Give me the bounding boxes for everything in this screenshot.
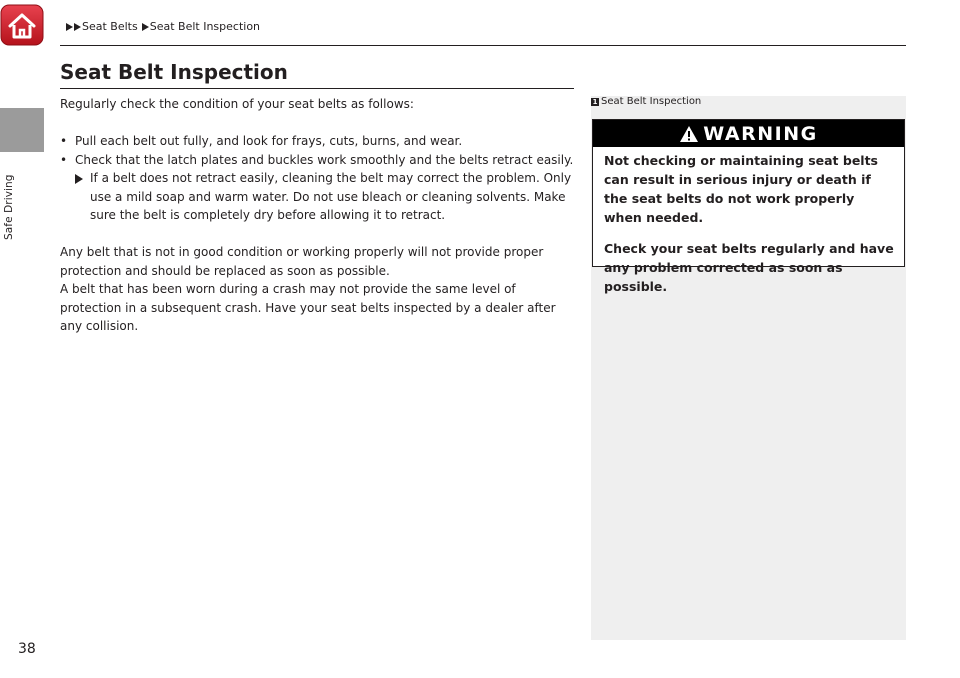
main-content [60, 95, 575, 336]
list-item-text: Check that the latch plates and buckles work smoothly and the belts retract easily. [75, 152, 574, 167]
list-item [60, 132, 575, 151]
page-number: 38 [18, 641, 36, 657]
reference-marker-icon: 1 [592, 97, 598, 106]
breadcrumb-arrow-icon [74, 23, 81, 31]
sub-note [60, 169, 575, 225]
note-arrow-icon [75, 174, 83, 184]
breadcrumb-current-page: Seat Belt Inspection [149, 20, 261, 33]
warning-box [592, 119, 905, 294]
warning-body [593, 147, 904, 296]
sub-note-text: If a belt does not retract easily, cleaning the belt may correct the problem. Only use a mild soap and warm water. Do not use bleach or cleaning solvents. Make sure the belt is completely dry before allowing it to retract. [90, 171, 572, 222]
bullet-icon: • [60, 134, 68, 148]
side-panel-header [591, 96, 701, 107]
bullet-icon: • [60, 152, 68, 167]
title-divider [60, 88, 574, 89]
page-title: Seat Belt Inspection [60, 60, 288, 84]
warning-header [593, 120, 904, 147]
warning-text: Not checking or maintaining seat belts can result in serious injury or death if the seat belts do not work properly when needed. [604, 153, 878, 225]
paragraph: Any belt that is not in good condition or working properly will not provide proper protection and should be replaced as soon as possible. [60, 245, 544, 278]
section-label: Safe Driving [3, 174, 15, 240]
breadcrumb-arrow-icon [142, 23, 149, 31]
section-tab[interactable] [0, 108, 44, 152]
warning-triangle-icon [679, 125, 699, 143]
warning-text: Check your seat belts regularly and have any problem corrected as soon as possible. [604, 241, 894, 294]
home-icon [0, 4, 44, 46]
side-panel-title: Seat Belt Inspection [601, 96, 702, 107]
header-divider [60, 45, 906, 46]
home-button[interactable] [0, 4, 44, 46]
warning-label: WARNING [703, 122, 818, 145]
breadcrumb [66, 20, 264, 33]
intro-text: Regularly check the condition of your seat belts as follows: [60, 97, 414, 111]
list-item-text: Pull each belt out fully, and look for frays, cuts, burns, and wear. [75, 134, 463, 148]
section-label-container [3, 160, 19, 240]
breadcrumb-arrow-icon [66, 23, 73, 31]
breadcrumb-link-seat-belts[interactable]: Seat Belts [82, 20, 138, 33]
list-item [60, 151, 575, 170]
paragraph: A belt that has been worn during a crash may not provide the same level of protection in a subsequent crash. Have your seat belts inspected by a dealer after any collision. [60, 282, 556, 333]
